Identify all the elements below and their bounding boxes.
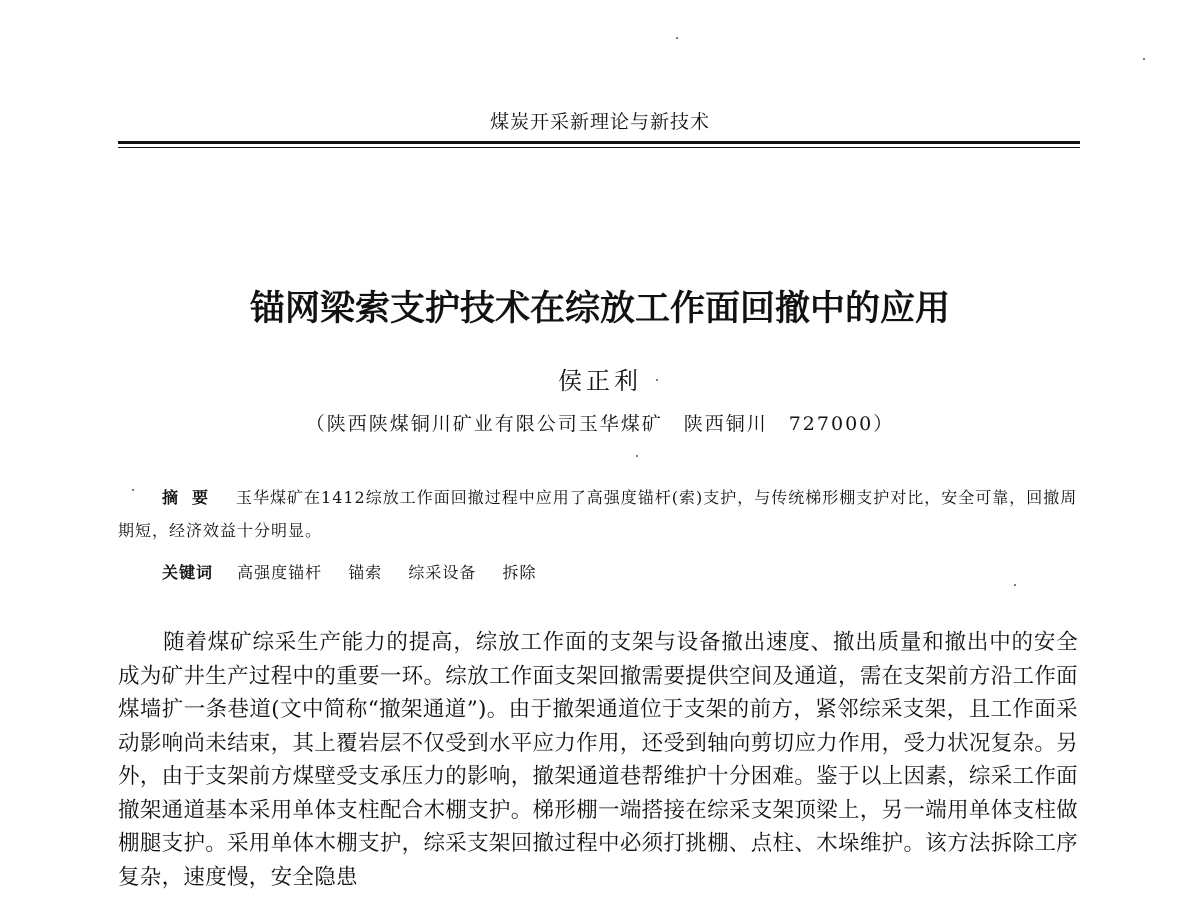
running-header: 煤炭开采新理论与新技术 [489, 111, 710, 133]
body-text [118, 626, 1078, 894]
header-rule-thin [118, 147, 1080, 148]
keywords-label: 关键词 [162, 563, 214, 582]
header-rule-thick [118, 141, 1080, 144]
body-paragraph: 随着煤矿综采生产能力的提高，综放工作面的支架与设备撤出速度、撤出质量和撤出中的安全成为矿井生产过程中的重要一环。综放工作面支架回撤需要提供空间及通道，需在支架前方沿工作面煤墙扩一条巷道(文中简称“撤架通道”)。由于撤架通道位于支架的前方，紧邻综采支架，且工作面采动影响尚未结束，其上覆岩层不仅受到水平应力作用，还受到轴向剪切应力作用，受力状况复杂。另外，由于支架前方煤壁受支承压力的影响，撤架通道巷帮维护十分困难。鉴于以上因素，综采工作面撤架通道基本采用单体支柱配合木棚支护。梯形棚一端搭接在综采支架顶梁上，另一端用单体支柱做棚腿支护。采用单体木棚支护，综采支架回撤过程中必须打挑棚、点柱、木垛维护。该方法拆除工序复杂，速度慢，安全隐患 [118, 630, 1078, 890]
article-title: 锚网梁索支护技术在综放工作面回撤中的应用 [249, 289, 950, 329]
keywords [162, 560, 556, 583]
keyword-item: 锚索 [348, 563, 383, 582]
keyword-item: 高强度锚杆 [237, 563, 323, 582]
abstract-text: 玉华煤矿在1412综放工作面回撤过程中应用了高强度锚杆(索)支护，与传统梯形棚支护对比，安全可靠，回撤周期短，经济效益十分明显。 [118, 488, 1078, 540]
keyword-item: 综采设备 [408, 563, 477, 582]
scan-speck [1014, 584, 1016, 586]
scan-speck [1143, 58, 1145, 60]
author-affiliation: （陕西陕煤铜川矿业有限公司玉华煤矿 陕西铜川 727000） [305, 413, 895, 435]
keyword-item: 拆除 [502, 563, 537, 582]
abstract-label: 摘要 [162, 488, 223, 507]
abstract [118, 481, 1078, 547]
scan-speck [676, 37, 678, 39]
scan-speck [636, 455, 638, 457]
author-name: 侯正利 [558, 367, 642, 395]
scan-speck [656, 379, 658, 381]
scan-speck [132, 489, 134, 491]
